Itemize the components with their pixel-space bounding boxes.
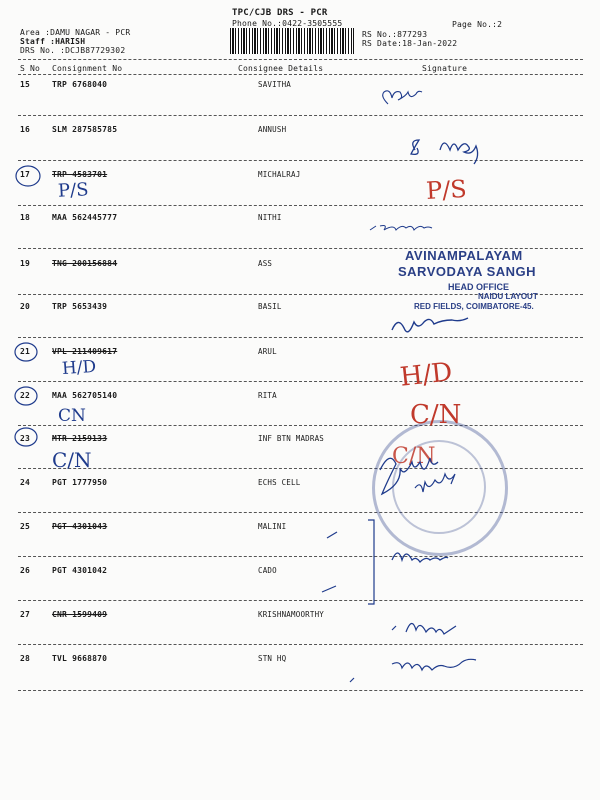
row-consignment: MAA 562705140 — [52, 391, 118, 400]
signature-15 — [383, 91, 422, 104]
circle-mark-23 — [15, 428, 37, 446]
row-consignment: TVL 9668870 — [52, 654, 108, 663]
circle-mark-21 — [15, 343, 37, 361]
row-consignee: NITHI — [258, 213, 282, 222]
row-consignee: ASS — [258, 259, 273, 268]
pls-note-right: P/S — [425, 174, 468, 206]
hld-note-right: H/D — [398, 357, 454, 393]
stamp-line-1: AVINAMPALAYAM — [405, 248, 523, 263]
row-sno: 16 — [20, 125, 31, 134]
row-sno: 22 — [20, 391, 31, 400]
drs-number: DRS No. :DCJB87729302 — [20, 46, 126, 55]
area-label: Area :DAMU NAGAR - PCR — [20, 28, 131, 37]
stamp-date — [415, 474, 455, 492]
row-sno: 27 — [20, 610, 31, 619]
tick-mark-19 — [327, 532, 337, 538]
row-consignee: ANNUSH — [258, 125, 287, 134]
row-consignee: KRISHNAMOORTHY — [258, 610, 325, 619]
rs-number: RS No.:877293 — [362, 30, 428, 39]
row-sno: 15 — [20, 80, 31, 89]
signature-27 — [392, 623, 456, 634]
page-number: Page No.:2 — [452, 20, 503, 29]
col-consignee: Consignee Details — [238, 64, 324, 73]
row-consignment: TRP 6768040 — [52, 80, 108, 89]
row-consignee: CADO — [258, 566, 277, 575]
row-consignment: VPL 211409617 — [52, 347, 118, 356]
rs-date: RS Date:18-Jan-2022 — [362, 39, 458, 48]
cn-note-right: C/N — [410, 400, 462, 430]
signature-25 — [392, 553, 448, 562]
circle-mark-22 — [15, 387, 37, 405]
row-consignment: TRP 4583701 — [52, 170, 108, 179]
stamp-line-5: RED FIELDS, COIMBATORE-45. — [414, 302, 534, 311]
row-consignment: PGT 1777950 — [52, 478, 108, 487]
col-sno: S No — [20, 64, 41, 73]
row-sno: 20 — [20, 302, 31, 311]
row-sno: 19 — [20, 259, 31, 268]
row-sno: 18 — [20, 213, 31, 222]
report-title: TPC/CJB DRS - PCR — [232, 8, 328, 18]
col-signature: Signature — [422, 64, 468, 73]
row-consignment: MAA 562445777 — [52, 213, 118, 222]
col-consignment: Consignment No — [52, 64, 123, 73]
signature-20 — [392, 318, 468, 332]
row-consignee: ARUL — [258, 347, 277, 356]
circle-mark-17 — [16, 166, 40, 186]
row-sno: 24 — [20, 478, 31, 487]
row-consignment: SLM 287585785 — [52, 125, 118, 134]
row-consignee: MICHALRAJ — [258, 170, 301, 179]
stamp-line-3: HEAD OFFICE — [448, 282, 510, 292]
signature-23 — [380, 458, 438, 494]
cn-note-left-22: CN — [58, 406, 86, 426]
row-sno: 21 — [20, 347, 31, 356]
row-consignee: INF BTN MADRAS — [258, 434, 325, 443]
staff-label: Staff :HARISH — [20, 37, 86, 46]
row-consignment: CNR 1599409 — [52, 610, 108, 619]
row-sno: 17 — [20, 170, 31, 179]
row-sno: 25 — [20, 522, 31, 531]
signature-28 — [350, 659, 476, 682]
hld-note-left: H/D — [61, 356, 97, 380]
stamp-line-4: NAIDU LAYOUT — [478, 292, 538, 301]
row-consignee: MALINI — [258, 522, 287, 531]
cn-note-right-2: C/N — [392, 444, 436, 469]
row-consignee: STN HQ — [258, 654, 287, 663]
row-consignee: BASIL — [258, 302, 282, 311]
row-sno: 26 — [20, 566, 31, 575]
stamp-line-2: SARVODAYA SANGH — [398, 264, 537, 279]
row-sno: 23 — [20, 434, 31, 443]
row-consignment: TNG 200156884 — [52, 259, 118, 268]
tick-mark-26 — [322, 586, 336, 592]
row-consignee: RITA — [258, 391, 277, 400]
signature-16 — [411, 140, 478, 164]
row-consignment: PGT 4301042 — [52, 566, 108, 575]
row-sno: 28 — [20, 654, 31, 663]
row-consignment: TRP 5653439 — [52, 302, 108, 311]
row-consignee: ECHS CELL — [258, 478, 301, 487]
row-consignment: PGT 4301043 — [52, 522, 108, 531]
phone-number: Phone No.:0422-3505555 — [232, 19, 343, 28]
cn-note-left-23: C/N — [52, 448, 92, 472]
row-consignment: MTR 2159133 — [52, 434, 108, 443]
pls-note-left: P/S — [57, 179, 90, 202]
bracket-mark — [368, 520, 374, 604]
signature-18 — [370, 226, 432, 231]
row-consignee: SAVITHA — [258, 80, 292, 89]
